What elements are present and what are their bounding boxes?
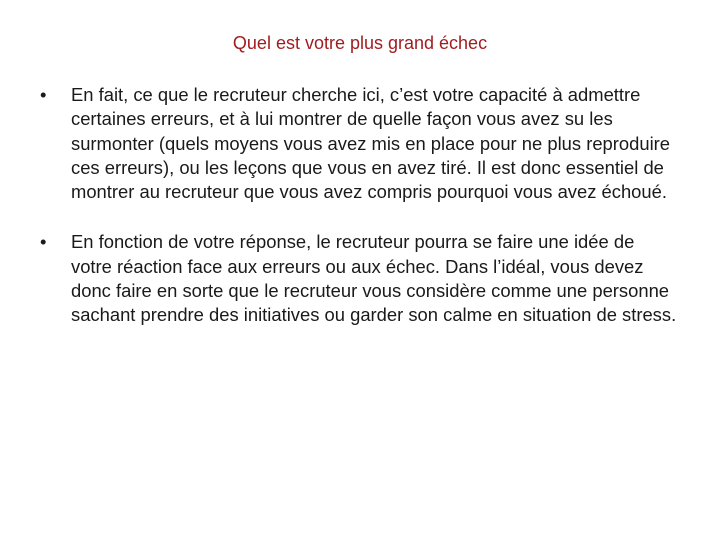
bullet-text: En fonction de votre réponse, le recruteur pourra se faire une idée de votre réaction face aux erreurs ou aux échec. Dans l’idéal, vous devez donc faire en sorte que le recruteur vous considère comme une personne sachant prendre des initiatives ou garder son calme en situation de stress. — [71, 231, 677, 326]
bullet-item — [40, 83, 680, 204]
bullet-list — [40, 83, 680, 354]
bullet-icon: • — [40, 231, 47, 253]
bullet-icon: • — [40, 84, 47, 105]
slide-title: Quel est votre plus grand échec — [232, 33, 488, 53]
bullet-item — [40, 230, 680, 327]
bullet-text: En fait, ce que le recruteur cherche ici, c’est votre capacité à admettre certaines erreurs, et à lui montrer de quelle façon vous avez su les surmonter (quels moyens vous avez mis en place pour ne plus reproduire ces erreurs), ou les leçons que vous en avez tiré. Il est donc essentiel de montrer au recruteur que vous avez compris pourquoi vous avez échoué. — [71, 84, 671, 203]
